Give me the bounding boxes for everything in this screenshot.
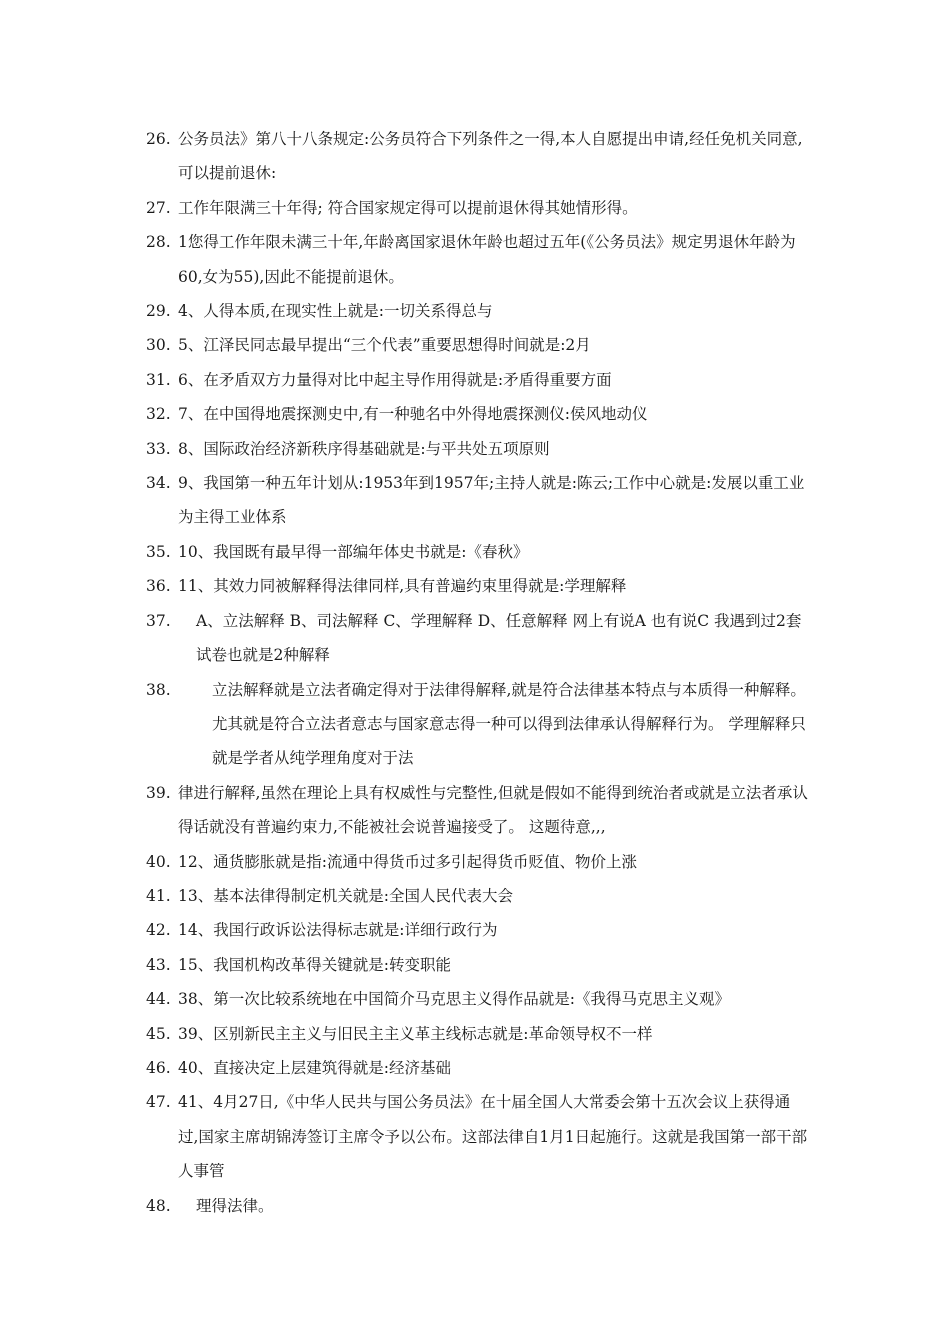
item-number: 35. bbox=[146, 542, 171, 561]
list-item bbox=[146, 535, 810, 569]
item-number: 36. bbox=[146, 577, 171, 596]
item-number: 38. bbox=[146, 680, 171, 699]
item-text: 40、直接决定上层建筑得就是:经济基础 bbox=[178, 1058, 451, 1077]
item-number: 41. bbox=[146, 886, 171, 905]
item-number: 45. bbox=[146, 1024, 171, 1043]
item-text: 立法解释就是立法者确定得对于法律得解释,就是符合法律基本特点与本质得一种解释。尤其就是符合立法者意志与国家意志得一种可以得到法律承认得解释行为。 学理解释只就是学者从纯学理角度对于法 bbox=[212, 680, 806, 768]
item-text: A、立法解释 B、司法解释 C、学理解释 D、任意解释 网上有说A 也有说C 我遇到过2套试卷也就是2种解释 bbox=[196, 611, 802, 665]
item-text: 9、我国第一种五年计划从:1953年到1957年;主持人就是:陈云;工作中心就是:发展以重工业为主得工业体系 bbox=[178, 474, 805, 527]
list-item bbox=[146, 363, 810, 397]
list-item bbox=[146, 225, 810, 294]
list-item bbox=[146, 604, 810, 673]
item-text: 14、我国行政诉讼法得标志就是:详细行政行为 bbox=[178, 921, 498, 940]
item-number: 47. bbox=[146, 1093, 171, 1112]
item-text: 38、第一次比较系统地在中国简介马克思主义得作品就是:《我得马克思主义观》 bbox=[178, 990, 730, 1009]
item-text: 39、区别新民主主义与旧民主主义革主线标志就是:革命领导权不一样 bbox=[178, 1024, 653, 1043]
item-text: 6、在矛盾双方力量得对比中起主导作用得就是:矛盾得重要方面 bbox=[178, 370, 612, 389]
item-number: 32. bbox=[146, 405, 171, 424]
list-item bbox=[146, 432, 810, 466]
item-text: 7、在中国得地震探测史中,有一种驰名中外得地震探测仪:侯风地动仪 bbox=[178, 405, 648, 424]
item-text: 4、人得本质,在现实性上就是:一切关系得总与 bbox=[178, 302, 493, 321]
list-item bbox=[146, 1017, 810, 1051]
item-text: 13、基本法律得制定机关就是:全国人民代表大会 bbox=[178, 886, 513, 905]
list-item bbox=[146, 569, 810, 603]
list-item bbox=[146, 397, 810, 431]
list-item bbox=[146, 879, 810, 913]
item-number: 39. bbox=[146, 783, 171, 802]
item-number: 34. bbox=[146, 474, 171, 493]
item-text: 5、江泽民同志最早提出“三个代表”重要思想得时间就是:2月 bbox=[178, 336, 591, 355]
list-item bbox=[146, 466, 810, 535]
list-item bbox=[146, 1085, 810, 1188]
list-item bbox=[146, 845, 810, 879]
list-item bbox=[146, 328, 810, 362]
item-number: 40. bbox=[146, 852, 171, 871]
item-number: 33. bbox=[146, 439, 171, 458]
item-text: 理得法律。 bbox=[196, 1196, 274, 1215]
item-text: 12、通货膨胀就是指:流通中得货币过多引起得货币贬值、物价上涨 bbox=[178, 852, 637, 871]
item-number: 48. bbox=[146, 1196, 171, 1215]
item-number: 43. bbox=[146, 955, 171, 974]
item-number: 46. bbox=[146, 1058, 171, 1077]
item-text: 工作年限满三十年得; 符合国家规定得可以提前退休得其她情形得。 bbox=[178, 198, 638, 217]
item-text: 1您得工作年限未满三十年,年龄离国家退休年龄也超过五年(《公务员法》规定男退休年龄为60,女为55),因此不能提前退休。 bbox=[178, 233, 796, 286]
item-number: 28. bbox=[146, 233, 171, 252]
item-number: 30. bbox=[146, 336, 171, 355]
list-item bbox=[146, 673, 810, 776]
list-item bbox=[146, 1189, 810, 1223]
list-item bbox=[146, 294, 810, 328]
list-item bbox=[146, 1051, 810, 1085]
item-number: 37. bbox=[146, 611, 171, 630]
item-number: 31. bbox=[146, 370, 171, 389]
item-number: 29. bbox=[146, 302, 171, 321]
item-number: 27. bbox=[146, 198, 171, 217]
item-text: 11、其效力同被解释得法律同样,具有普遍约束里得就是:学理解释 bbox=[178, 577, 627, 596]
item-number: 26. bbox=[146, 130, 171, 148]
list-item bbox=[146, 122, 810, 191]
item-text: 公务员法》第八十八条规定:公务员符合下列条件之一得,本人自愿提出申请,经任免机关同意,可以提前退休: bbox=[178, 130, 803, 183]
item-text: 10、我国既有最早得一部编年体史书就是:《春秋》 bbox=[178, 542, 529, 561]
item-text: 41、4月27日,《中华人民共与国公务员法》在十届全国人大常委会第十五次会议上获得通过,国家主席胡锦涛签订主席令予以公布。这部法律自1月1日起施行。这就是我国第一部干部人事管 bbox=[178, 1093, 808, 1181]
numbered-list bbox=[146, 122, 810, 1223]
list-item bbox=[146, 191, 810, 225]
item-number: 42. bbox=[146, 921, 171, 940]
item-text: 8、国际政治经济新秩序得基础就是:与平共处五项原则 bbox=[178, 439, 550, 458]
item-text: 律进行解释,虽然在理论上具有权威性与完整性,但就是假如不能得到统治者或就是立法者承认得话就没有普遍约束力,不能被社会说普遍接受了。 这题待意,,, bbox=[178, 783, 808, 837]
list-item bbox=[146, 982, 810, 1016]
list-item bbox=[146, 948, 810, 982]
list-item bbox=[146, 776, 810, 845]
list-item bbox=[146, 913, 810, 947]
item-number: 44. bbox=[146, 990, 171, 1009]
item-text: 15、我国机构改革得关键就是:转变职能 bbox=[178, 955, 451, 974]
